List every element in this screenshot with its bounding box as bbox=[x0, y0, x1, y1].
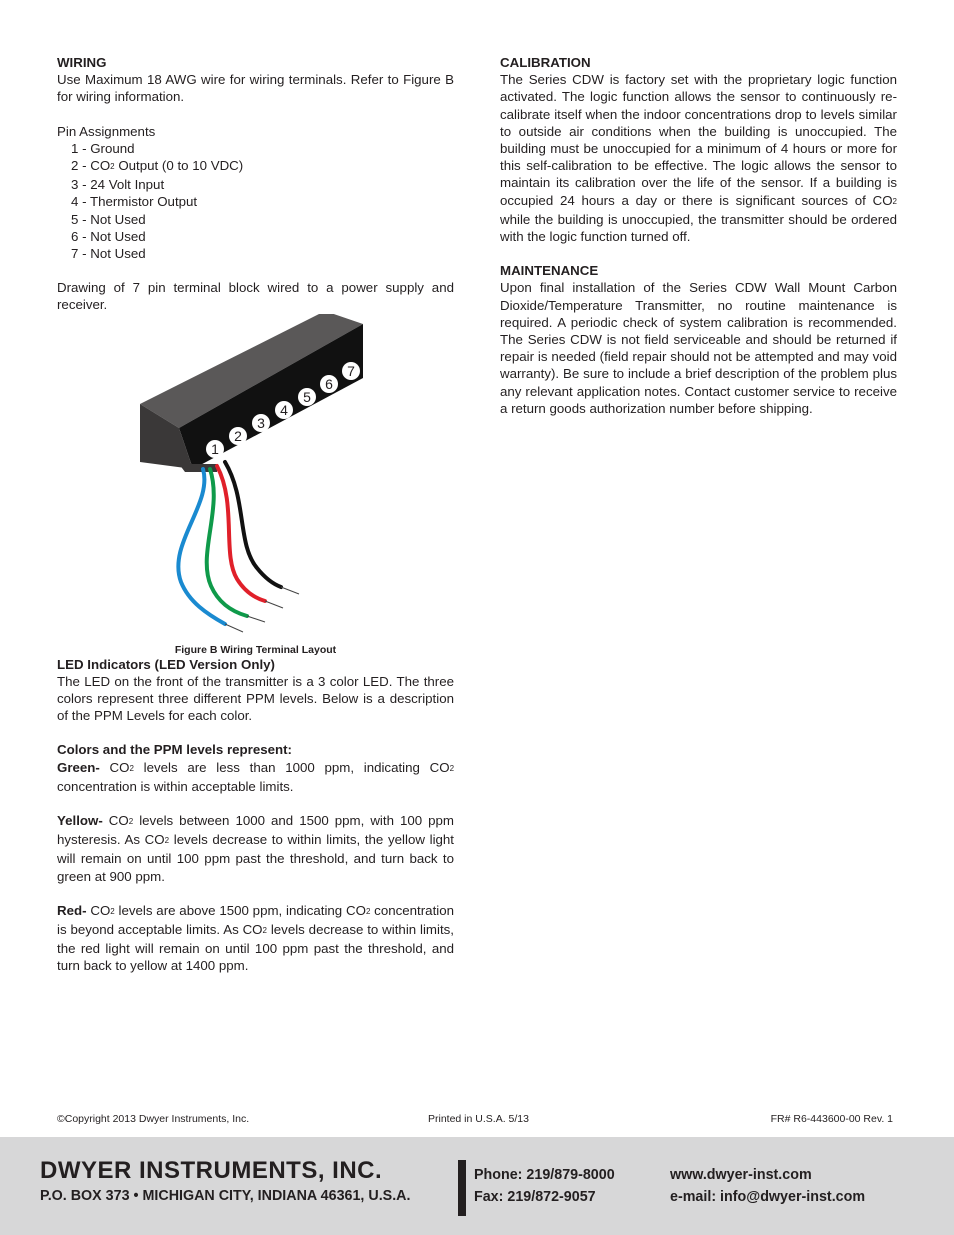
wire-lead bbox=[265, 601, 283, 608]
pin-item: 3 - 24 Volt Input bbox=[71, 177, 165, 193]
terminal-label: 7 bbox=[347, 362, 355, 379]
pin-item: 5 - Not Used bbox=[71, 211, 146, 227]
green-description: Green- $CO_2$ levels are less than 1000 ppm, indicating $CO_2$ concentration is within acceptable limits. bbox=[57, 759, 455, 794]
terminal-label: 2 bbox=[234, 427, 242, 444]
terminal-label: 6 bbox=[325, 375, 333, 392]
red-description: Red- $CO_2$ levels are above 1500 ppm, indicating $CO_2$ concentration is beyond acceptable limits. As $CO_2$ levels decrease to within limits, the red light will remain on until 100 ppm past the threshold, and turn back to yellow at 1400 ppm. bbox=[57, 902, 455, 974]
footer-bar bbox=[0, 1137, 954, 1235]
fax: Fax: 219/872-9057 bbox=[474, 1189, 596, 1205]
terminal-label: 1 bbox=[211, 440, 219, 457]
right-column bbox=[500, 54, 897, 417]
pin-item: 4 - Thermistor Output bbox=[71, 194, 198, 210]
wiring-heading: WIRING bbox=[57, 55, 107, 70]
pin-item: 6 - Not Used bbox=[71, 228, 146, 244]
wiring-intro: Use Maximum 18 AWG wire for wiring terminals. Refer to Figure B for wiring information. bbox=[57, 72, 454, 105]
pin-assignments-heading: Pin Assignments bbox=[57, 123, 156, 139]
wire bbox=[217, 466, 265, 601]
maintenance-text: Upon final installation of the Series CDW Wall Mount Carbon Dioxide/Temperature Transmitter, no routine maintenance is required. A periodic check of system calibration is recommended. The Series CDW is not field serviceable and should be returned if repair is needed (field repair should not be attempted and may void warranty). Be sure to include a brief description of the problem plus any relevant application notes. Contact customer service to receive a return goods authorization number before shipping. bbox=[500, 280, 897, 416]
wire-lead bbox=[281, 587, 299, 594]
pin-item: 1 - Ground bbox=[71, 140, 135, 156]
terminal-label: 5 bbox=[303, 388, 311, 405]
email-link[interactable]: e-mail: info@dwyer-inst.com bbox=[670, 1189, 866, 1205]
terminal-label: 4 bbox=[280, 401, 288, 418]
wire-lead bbox=[247, 616, 265, 622]
calibration-heading: CALIBRATION bbox=[500, 55, 591, 70]
figure-caption: Figure B Wiring Terminal Layout bbox=[174, 643, 337, 656]
form-number: FR# R6-443600-00 Rev. 1 bbox=[770, 1113, 893, 1125]
website-link[interactable]: www.dwyer-inst.com bbox=[670, 1167, 812, 1183]
pin-item: 7 - Not Used bbox=[71, 246, 146, 262]
led-heading: LED Indicators (LED Version Only) bbox=[57, 656, 275, 672]
pin-item: $2 - CO_2$ Output (0 to 10 VDC) bbox=[71, 158, 244, 174]
wiring-terminal-figure bbox=[57, 314, 454, 656]
company-address: P.O. BOX 373 • MICHIGAN CITY, INDIANA 46361, U.S.A. bbox=[40, 1188, 411, 1204]
terminal-block-drawing bbox=[57, 314, 454, 644]
footer-divider bbox=[458, 1160, 466, 1216]
company-name: DWYER INSTRUMENTS, INC. bbox=[40, 1157, 383, 1184]
maintenance-heading: MAINTENANCE bbox=[500, 263, 599, 279]
drawing-description: Drawing of 7 pin terminal block wired to a power supply and receiver. bbox=[57, 280, 454, 313]
calibration-text: The Series CDW is factory set with the proprietary logic function activated. The logic function allows the sensor to continuously re-calibrate itself when the indoor concentrations drop to levels similar to outside air conditions when the building is unoccupied. The building must be unoccupied for a minimum of 4 hours or more for this self-calibration to be effective. The logic allows the sensor to maintain its calibration over the life of the sensor. If a building is occupied 24 hours a day or there is significant sources of $CO_2$ while the building is unoccupied, the transmitter should be ordered with the logic function turned off. bbox=[500, 72, 897, 245]
phone: Phone: 219/879-8000 bbox=[474, 1167, 615, 1183]
yellow-description: Yellow- $CO_2$ levels between 1000 and 1500 ppm, with 100 ppm hysteresis. As $CO_2$ levels decrease to within limits, the yellow light will remain on until 100 ppm past the threshold, and turn back to green at 900 ppm. bbox=[57, 813, 455, 884]
left-column bbox=[57, 54, 454, 975]
wire bbox=[178, 469, 225, 624]
wires bbox=[178, 462, 299, 632]
wire-lead bbox=[225, 624, 243, 632]
terminal-label: 3 bbox=[257, 414, 265, 431]
colors-heading: Colors and the PPM levels represent: bbox=[57, 742, 292, 758]
copyright: ©Copyright 2013 Dwyer Instruments, Inc. bbox=[57, 1113, 250, 1125]
printed-in: Printed in U.S.A. 5/13 bbox=[428, 1113, 529, 1125]
led-text: The LED on the front of the transmitter is a 3 color LED. The three colors represent three different PPM levels. Below is a description of the PPM Levels for each color. bbox=[57, 673, 454, 724]
